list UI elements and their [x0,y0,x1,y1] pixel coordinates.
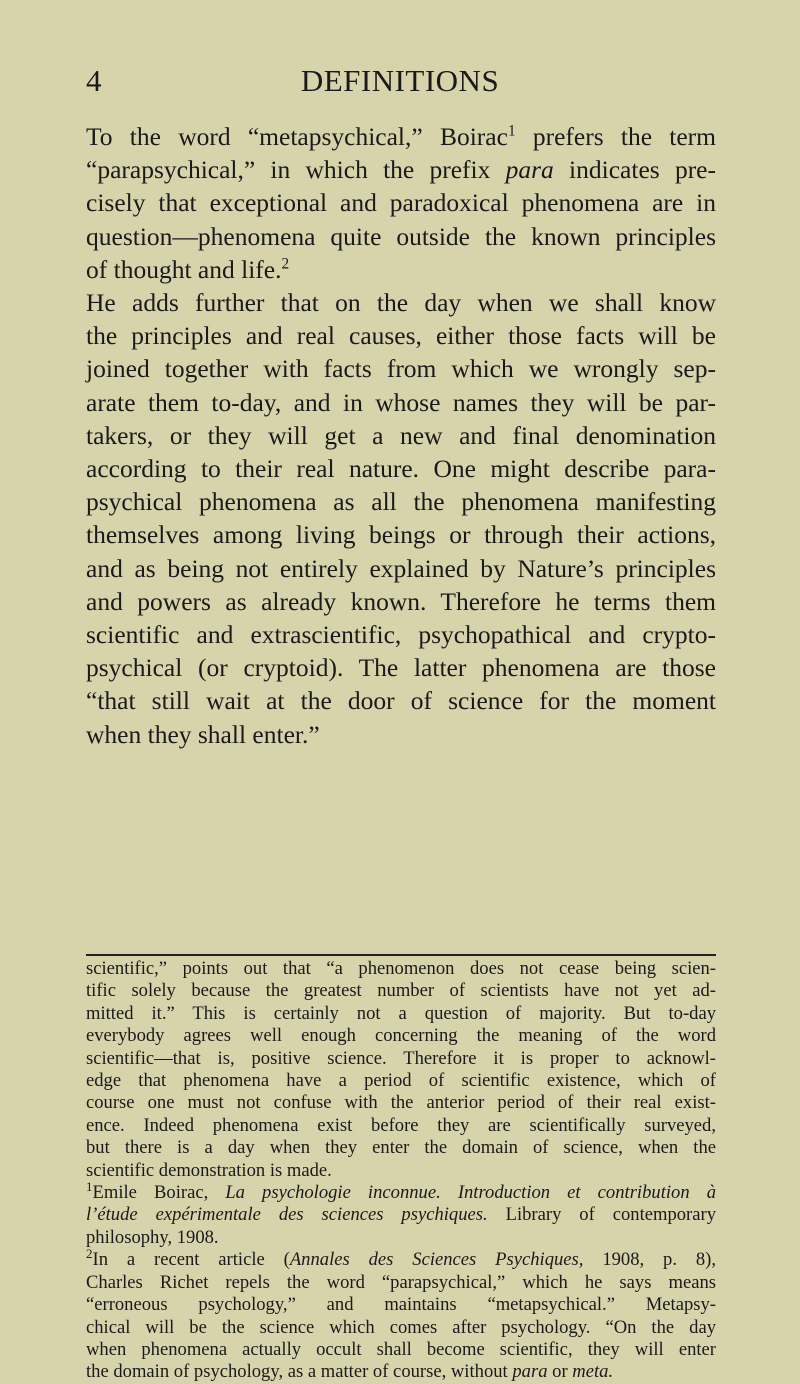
footnote-line: scientific—that is, positive science. Therefore it is proper to acknowl- [86,1047,716,1069]
footnote-continued [86,958,716,1182]
text-line: and as being not entirely explained by Nature’s principles [86,553,716,583]
text-line: arate them to-day, and in whose names they will be par- [86,387,716,417]
paragraph-2 [86,286,716,751]
footnote-line: $^2$In a recent article (Annales des Sciences Psychiques, 1908, p. 8), [86,1246,717,1271]
text-line: themselves among living beings or through their actions, [86,520,716,550]
footnote-line: philosophy, 1908. [86,1226,219,1248]
footnote-line: everybody agrees well enough concerning the meaning of the word [86,1025,716,1047]
paragraph-1 [86,120,716,286]
text-line: “that still wait at the door of science for the moment [86,686,716,716]
footnotes [86,958,716,1384]
text-line: when they shall enter.” [86,719,320,749]
footnote-1 [86,1178,716,1249]
footnote-mark: 1 [86,1178,93,1194]
text-line: psychical phenomena as all the phenomena manifesting [86,487,716,517]
footnote-line: Charles Richet repels the word “parapsychical,” which he says means [86,1271,716,1293]
footnote-line: $^1$Emile Boirac, La psychologie inconnue. Introduction et contribution à [86,1178,716,1204]
footnote-line: when phenomena actually occult shall become scientific, they will enter [86,1338,716,1360]
text-line: To the word “metapsychical,” Boirac$^1$ prefers the term [86,122,716,151]
footnote-line: “erroneous psychology,” and maintains “metapsychical.” Metapsy- [86,1294,716,1316]
body-text [86,120,716,751]
text-line: and powers as already known. Therefore he terms them [86,586,716,616]
footnote-ref: 2 [281,255,290,273]
footnote-line: but there is a day when they enter the domain of science, when the [86,1137,716,1159]
footnote-line: scientific,” points out that “a phenomenon does not cease being scien- [86,958,716,979]
footnote-2 [86,1246,717,1383]
text-line: takers, or they will get a new and final denomination [86,420,716,450]
running-head [0,63,800,98]
text-line: cisely that exceptional and paradoxical phenomena are in [86,188,716,218]
page-number: 4 [86,63,102,98]
footnote-mark: 2 [86,1246,93,1262]
text-line: question—phenomena quite outside the known principles [86,221,716,251]
text-line: according to their real nature. One might describe para- [86,454,716,484]
text-line: joined together with facts from which we wrongly sep- [86,354,716,384]
footnote-line: l’étude expérimentale des sciences psychiques. Library of contemporary [86,1204,716,1226]
footnote-line: chical will be the science which comes after psychology. “On the day [86,1316,716,1338]
footnote-line: tific solely because the greatest number of scientists have not yet ad- [86,980,716,1002]
text-line: of thought and life.$^2$ [86,254,290,284]
footnote-line: ence. Indeed phenomena exist before they are scientifically surveyed, [86,1114,716,1136]
text-line: He adds further that on the day when we shall know [86,288,716,318]
running-title: DEFINITIONS [300,63,500,98]
footnote-line: mitted it.” This is certainly not a question of majority. But to-day [86,1002,716,1024]
text-line: “parapsychical,” in which the prefix para indicates pre- [86,155,716,185]
text-line: scientific and extrascientific, psychopathical and crypto- [86,620,716,650]
footnote-line: course one must not confuse with the anterior period of their real exist- [86,1092,716,1114]
text-line: the principles and real causes, either those facts will be [86,321,716,351]
footnote-line: scientific demonstration is made. [86,1159,332,1181]
footnote-ref: 1 [507,122,516,140]
footnote-rule [86,954,716,956]
footnote-line: edge that phenomena have a period of scientific existence, which of [86,1070,716,1092]
text-line: psychical (or cryptoid). The latter phenomena are those [86,653,716,683]
footnote-line: the domain of psychology, as a matter of course, without para or meta. [86,1361,614,1383]
